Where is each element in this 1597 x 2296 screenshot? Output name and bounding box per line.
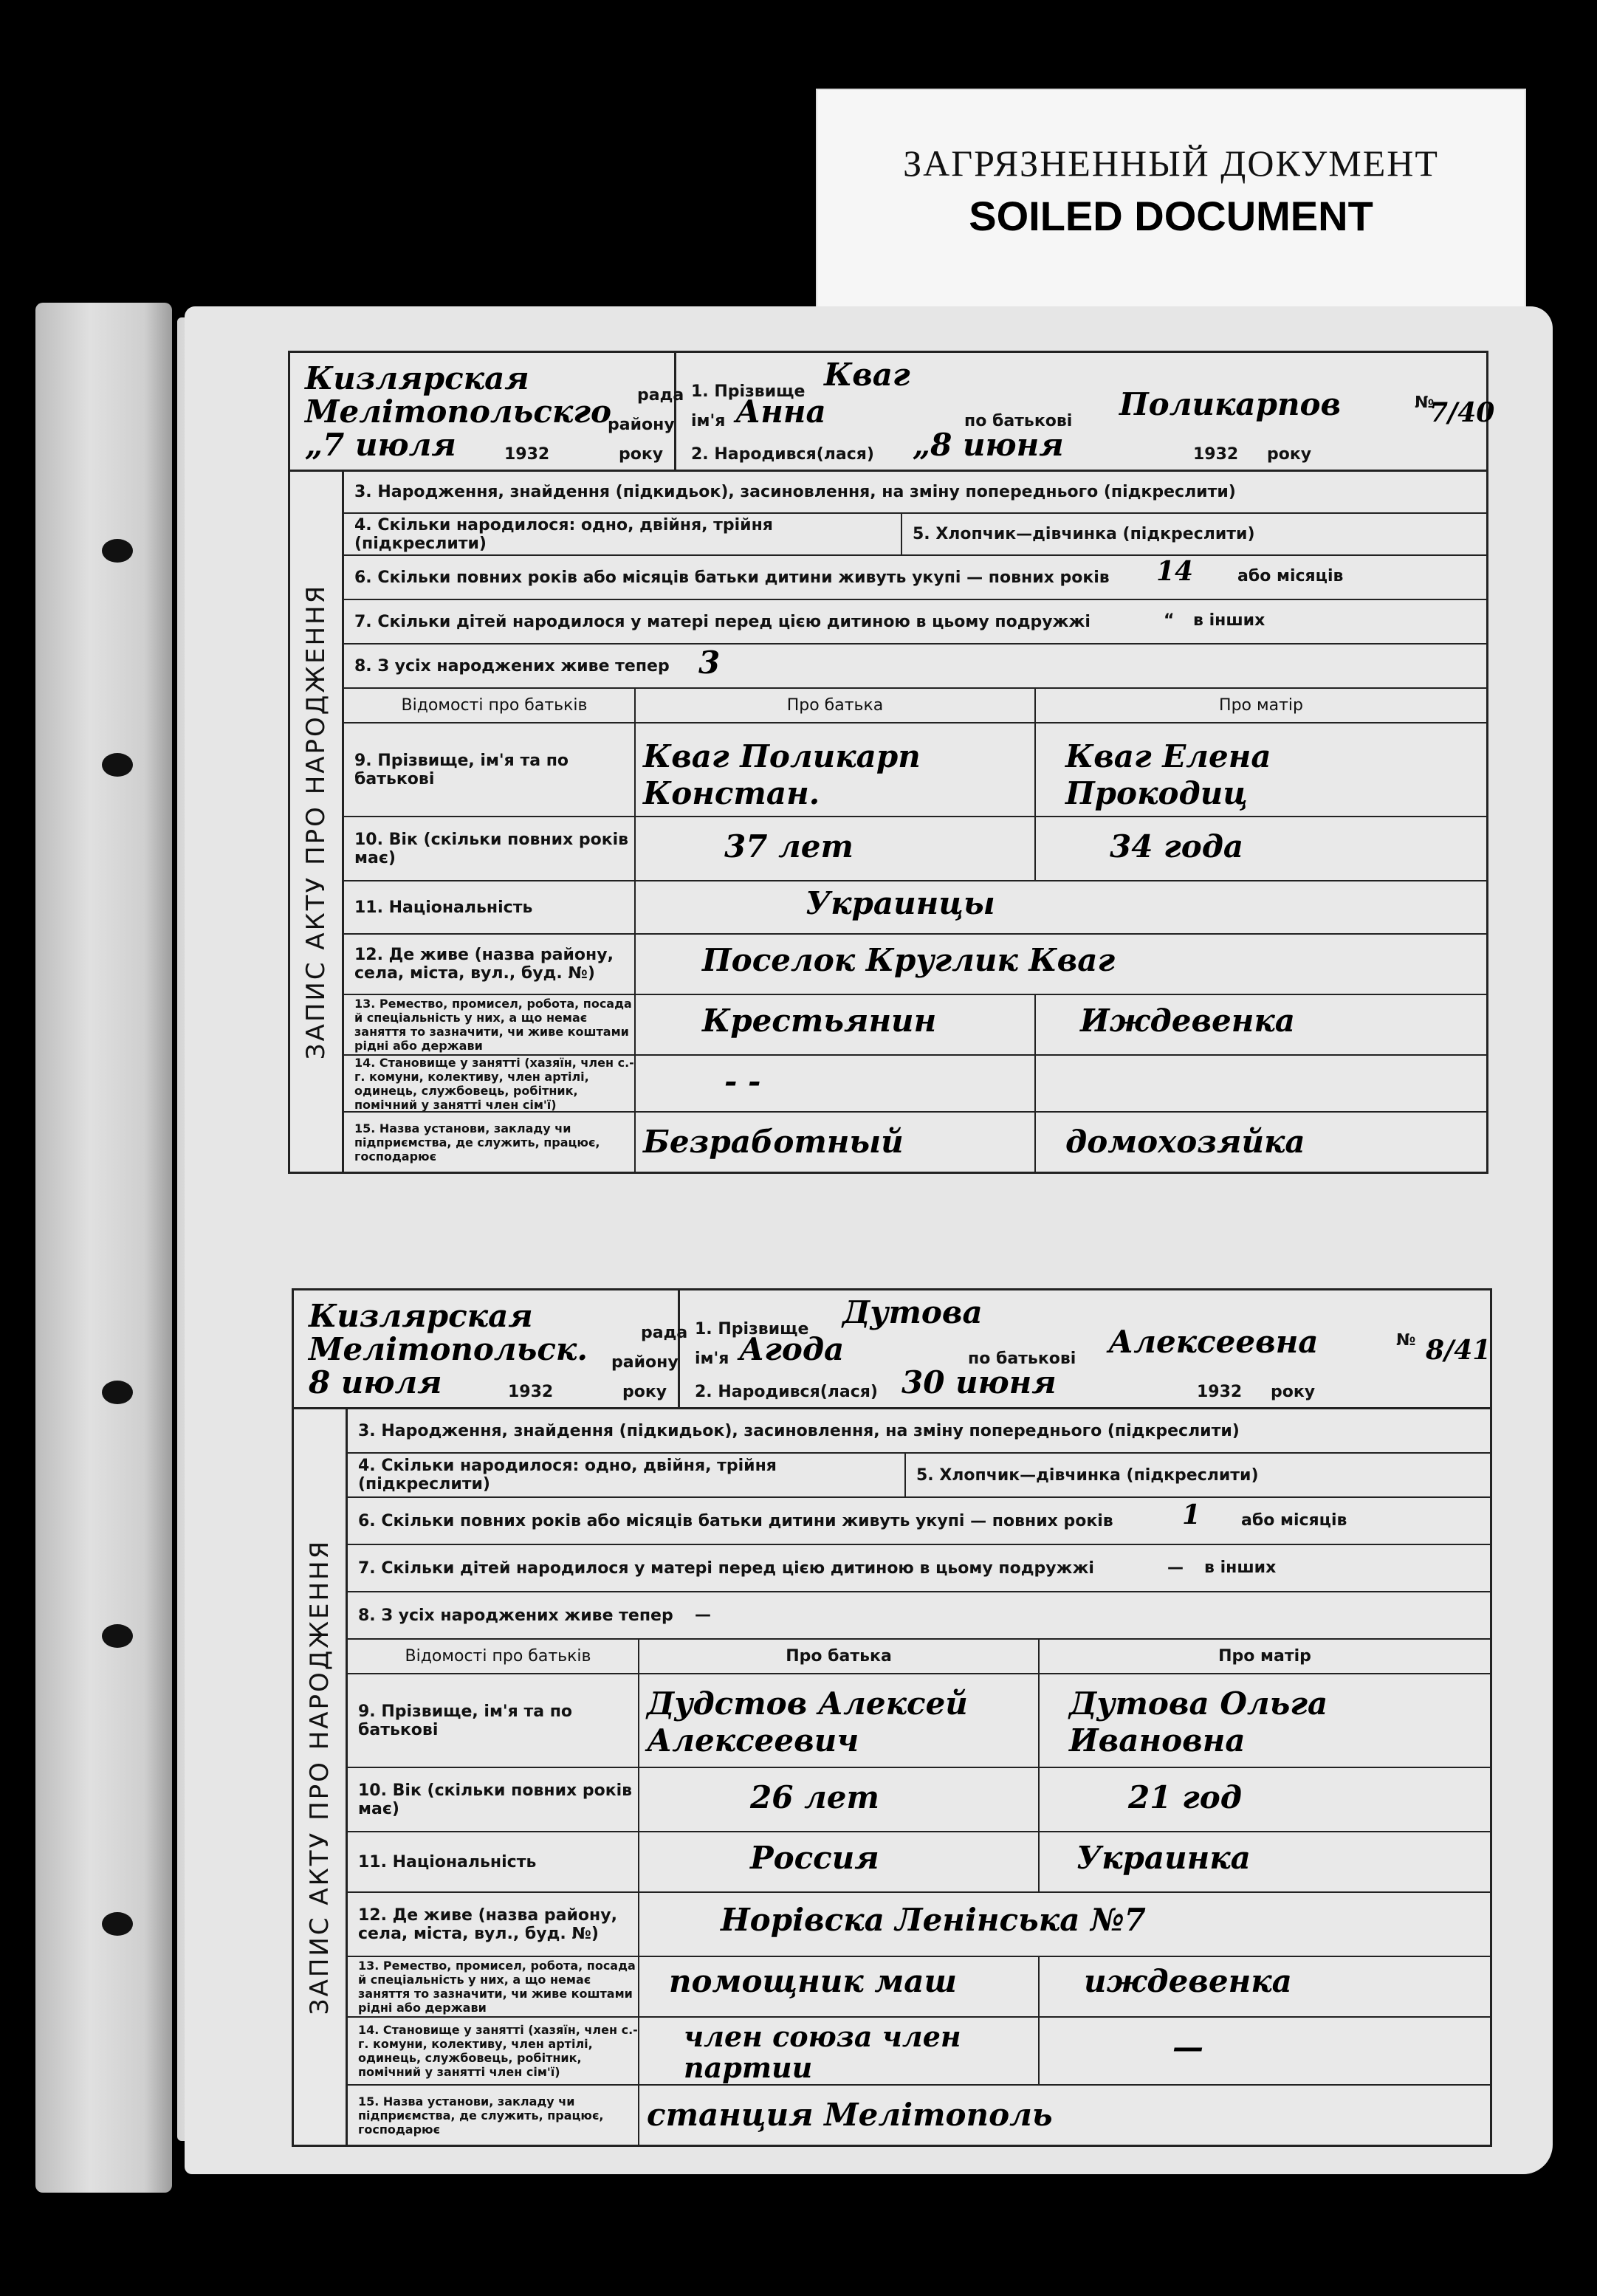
label-en: SOILED DOCUMENT — [969, 193, 1373, 239]
row-5-label: 5. Хлопчик—дівчинка (підкреслити) — [913, 525, 1255, 543]
rada-label: рада — [641, 1324, 688, 1342]
row-10-label: 10. Вік (скільки повних років має) — [348, 1768, 639, 1831]
row-11-label: 11. Національність — [344, 881, 636, 933]
vertical-title-text: ЗАПИС АКТУ ПРО НАРОДЖЕННЯ — [305, 1539, 334, 2015]
row-9-label: 9. Прізвище, ім'я та по батькові — [344, 723, 636, 816]
father-name: Дудстов Алексей Алексеевич — [647, 1685, 968, 1759]
row-6b-label: або місяців — [1237, 567, 1344, 585]
roku-label: року — [622, 1383, 667, 1401]
residence: Норівска Ленінська №7 — [721, 1902, 1146, 1938]
patronymic: Поликарпов — [1119, 386, 1342, 422]
council-name: Кизлярская — [305, 360, 529, 396]
mother-nationality: Украинка — [1076, 1840, 1251, 1876]
born-date: „8 июня — [913, 427, 1064, 463]
father-work: станция Мелітополь — [647, 2097, 1053, 2133]
row-12-label: 12. Де живе (назва району, села, міста, вул., буд. №) — [344, 935, 636, 994]
row-14-label: 14. Становище у занятті (хазяїн, член с.-г. комуни, колективу, член артілі, одинець, службовець, робітник, помічний у занятті член сім'ї) — [344, 1056, 636, 1111]
years-together: 14 — [1156, 556, 1194, 587]
row-8-label: 8. З усіх народжених живе тепер — [354, 656, 670, 676]
row-3-label: 3. Народження, знайдення (підкидьок), засиновлення, на зміну попереднього (підкреслити) — [358, 1421, 1240, 1440]
row-4-label: 4. Скільки народилося: одно, двійня, трійня (підкреслити) — [344, 514, 902, 554]
row-15-label: 15. Назва установи, закладу чи підприємства, де служить, працює, господарює — [344, 1113, 636, 1172]
children-before: — — [1167, 1558, 1184, 1577]
record-date: 8 июля — [309, 1364, 442, 1400]
name-label: ім'я — [695, 1350, 729, 1368]
vertical-title-text: ЗАПИС АКТУ ПРО НАРОДЖЕННЯ — [301, 583, 331, 1060]
header-mother: Про матір — [1218, 1647, 1311, 1666]
number-label: № — [1415, 393, 1435, 412]
soiled-document-label — [816, 89, 1526, 313]
row-3-label: 3. Народження, знайдення (підкидьок), засиновлення, на зміну попереднього (підкреслити) — [354, 483, 1236, 501]
patronymic: Алексеевна — [1108, 1324, 1319, 1360]
residence: Поселок Круглик Кваг — [702, 942, 1116, 978]
roku-label: року — [619, 445, 664, 464]
rayonu-label: району — [611, 1353, 679, 1372]
vertical-title — [294, 1409, 348, 2145]
row-13-label: 13. Ремество, промисел, робота, посада й спеціальність у них, а що немає заняття то зазначити, чи живе коштами рідні або держави — [348, 1957, 639, 2016]
row-8-label: 8. З усіх народжених живе тепер — [358, 1606, 673, 1625]
mother-job: Иждевенка — [1080, 1003, 1296, 1039]
roku-label: року — [1267, 445, 1312, 464]
rada-label: рада — [637, 386, 684, 405]
binding-hole — [102, 1912, 133, 1936]
district-name: Мелітопольскго — [305, 393, 611, 430]
father-status: - - — [724, 1063, 761, 1099]
binding-hole — [102, 1381, 133, 1404]
living-children: — — [695, 1606, 711, 1624]
father-job: Крестьянин — [702, 1003, 937, 1039]
father-job: помощник маш — [669, 1963, 957, 1999]
row-4-label: 4. Скільки народилося: одно, двійня, трійня (підкреслити) — [348, 1454, 906, 1496]
born-date: 30 июня — [901, 1364, 1057, 1400]
row-13-label: 13. Ремество, промисел, робота, посада й спеціальність у них, а що немає заняття то зазначити, чи живе коштами рідні або держави — [344, 995, 636, 1054]
birth-record-2 — [292, 1288, 1492, 2147]
mother-age: 34 года — [1110, 828, 1244, 865]
surname: Кваг — [824, 357, 910, 393]
record-year: 1932 — [508, 1383, 554, 1401]
header-father: Про батька — [639, 1640, 1040, 1673]
name-label: ім'я — [691, 412, 726, 430]
row-7-label: 7. Скільки дітей народилося у матері перед цією дитиною в цьому подружжі — [358, 1558, 1094, 1578]
row-6-label: 6. Скільки повних років або місяців батьки дитини живуть укупі — повних років — [358, 1511, 1113, 1530]
father-nationality: Россия — [750, 1840, 879, 1876]
row-6b-label: або місяців — [1241, 1511, 1347, 1530]
patronymic-label: по батькові — [964, 412, 1073, 430]
mother-name: Дутова Ольга Ивановна — [1069, 1685, 1328, 1759]
row-15-label: 15. Назва установи, закладу чи підприємства, де служить, працює, господарює — [348, 2086, 639, 2145]
record-number: 8/41 — [1426, 1335, 1491, 1366]
mother-work: домохозяйка — [1065, 1124, 1305, 1160]
birth-record-1 — [288, 351, 1495, 1174]
living-children: 3 — [698, 645, 721, 681]
row-9-label: 9. Прізвище, ім'я та по батькові — [348, 1674, 639, 1767]
binding-hole — [102, 1624, 133, 1648]
record-date: „7 июля — [305, 427, 456, 463]
roku-label: року — [1271, 1383, 1316, 1401]
rayonu-label: району — [608, 416, 675, 434]
binding-hole — [102, 539, 133, 563]
council-name: Кизлярская — [309, 1298, 533, 1334]
born-year: 1932 — [1193, 445, 1239, 464]
row-11-label: 11. Національність — [348, 1832, 639, 1891]
row-10-label: 10. Вік (скільки повних років має) — [344, 817, 636, 880]
born-label: 2. Народився(лася) — [691, 445, 874, 464]
row-12-label: 12. Де живе (назва району, села, міста, вул., буд. №) — [348, 1893, 639, 1956]
father-name: Кваг Поликарп Констан. — [643, 738, 921, 811]
record-number: 7/40 — [1429, 397, 1495, 428]
surname-label: 1. Прізвище — [695, 1320, 809, 1338]
row-14-label: 14. Становище у занятті (хазяїн, член с.-г. комуни, колективу, член артілі, одинець, службовець, робітник, помічний у занятті член сім'ї) — [348, 2018, 639, 2084]
header-mother: Про матір — [1219, 696, 1303, 715]
father-status: член союза член партии — [684, 2020, 961, 2084]
father-age: 37 лет — [724, 828, 854, 865]
patronymic-label: по батькові — [968, 1350, 1076, 1368]
header-father: Про батька — [636, 689, 1036, 722]
years-together: 1 — [1182, 1499, 1201, 1530]
mother-job: иждевенка — [1084, 1963, 1292, 1999]
given-name: Анна — [735, 393, 826, 430]
row-7b-label: в інших — [1204, 1558, 1277, 1577]
mother-age: 21 год — [1128, 1779, 1242, 1815]
mother-name: Кваг Елена Прокодиц — [1065, 738, 1271, 811]
row-7b-label: в інших — [1193, 611, 1265, 630]
header-info: Відомості про батьків — [344, 689, 636, 722]
born-label: 2. Народився(лася) — [695, 1383, 878, 1401]
row-7-label: 7. Скільки дітей народилося у матері перед цією дитиною в цьому подружжі — [354, 612, 1091, 631]
label-ru: ЗАГРЯЗНЕННЫЙ ДОКУМЕНТ — [903, 142, 1439, 184]
number-label: № — [1396, 1331, 1416, 1350]
binding-hole — [102, 753, 133, 777]
given-name: Агода — [739, 1331, 845, 1367]
father-work: Безработный — [643, 1124, 904, 1160]
born-year: 1932 — [1197, 1383, 1243, 1401]
nationality: Украинцы — [806, 885, 995, 921]
row-5-label: 5. Хлопчик—дівчинка (підкреслити) — [916, 1465, 1259, 1485]
children-before: “ — [1164, 611, 1175, 630]
surname-label: 1. Прізвище — [691, 382, 806, 401]
vertical-title — [290, 472, 344, 1172]
father-age: 26 лет — [750, 1779, 879, 1815]
binding-strip — [35, 303, 172, 2193]
mother-status: — — [1172, 2029, 1203, 2065]
record-year: 1932 — [504, 445, 550, 464]
surname: Дутова — [842, 1294, 983, 1330]
row-6-label: 6. Скільки повних років або місяців батьки дитини живуть укупі — повних років — [354, 568, 1110, 587]
header-info: Відомості про батьків — [348, 1640, 639, 1673]
district-name: Мелітопольск. — [309, 1331, 588, 1367]
